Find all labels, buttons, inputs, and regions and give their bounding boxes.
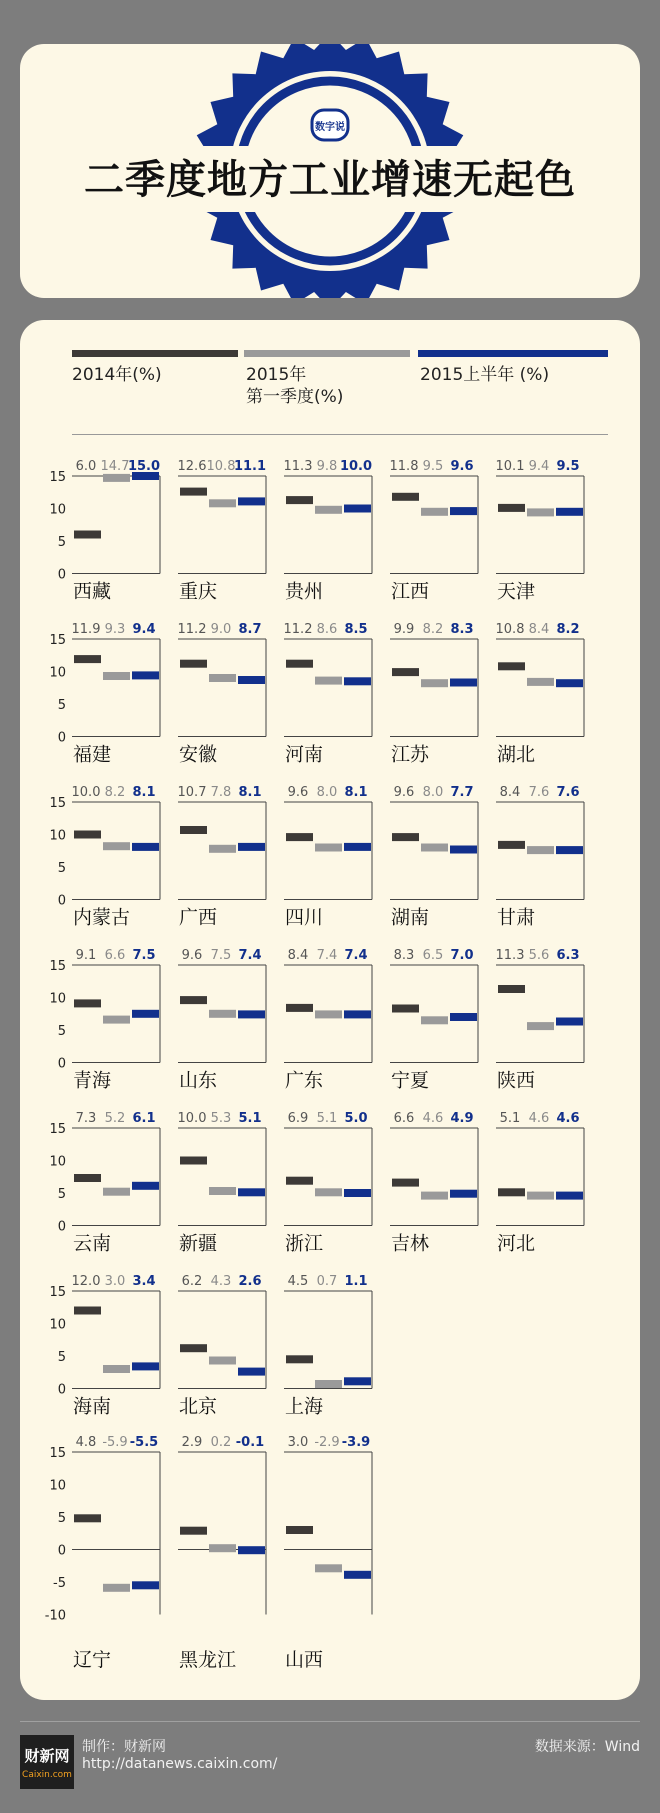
region-name: 广东	[285, 1069, 324, 1092]
region-chart	[496, 948, 584, 1092]
data-marker-series-1	[421, 1016, 448, 1024]
data-marker-series-2	[450, 846, 477, 854]
region-chart	[178, 785, 266, 929]
data-label-series-1: -2.9	[314, 1435, 340, 1450]
data-label-series-0: 10.7	[177, 785, 207, 800]
data-label-series-0: 11.3	[495, 948, 525, 963]
data-marker-series-2	[132, 1010, 159, 1018]
data-label-series-0: 3.0	[287, 1435, 309, 1450]
region-name: 江西	[391, 580, 430, 603]
data-label-series-1: 7.8	[210, 785, 232, 800]
data-marker-series-2	[238, 1368, 265, 1376]
region-name: 河北	[497, 1232, 536, 1255]
data-marker-series-2	[556, 846, 583, 854]
data-label-series-2: 9.5	[556, 459, 580, 474]
data-marker-series-1	[315, 1188, 342, 1196]
region-name: 北京	[179, 1395, 218, 1418]
data-marker-series-1	[421, 508, 448, 516]
data-marker-series-1	[421, 679, 448, 687]
data-label-series-2: 8.1	[344, 785, 368, 800]
data-marker-series-2	[450, 1013, 477, 1021]
data-label-series-2: 5.0	[344, 1111, 368, 1126]
data-label-series-1: 9.4	[528, 459, 550, 474]
data-label-series-1: -5.9	[102, 1435, 128, 1450]
data-marker-series-1	[315, 844, 342, 852]
data-marker-series-0	[180, 1344, 207, 1352]
data-marker-series-0	[74, 1307, 101, 1315]
data-label-series-2: 8.5	[344, 622, 368, 637]
y-tick-label: 10	[49, 502, 66, 518]
y-tick-label: 5	[57, 861, 66, 876]
region-chart	[72, 1111, 160, 1255]
data-marker-series-1	[527, 678, 554, 686]
y-tick-label: 5	[57, 1511, 66, 1526]
data-marker-series-2	[450, 1190, 477, 1198]
footer-source: 数据来源：Wind	[534, 1739, 640, 1755]
y-tick-label: 0	[57, 1543, 66, 1559]
data-marker-series-1	[103, 1584, 130, 1592]
data-marker-series-0	[392, 1005, 419, 1013]
data-label-series-0: 6.0	[75, 459, 97, 474]
badge-text: 数字说	[315, 122, 345, 133]
region-name: 湖南	[391, 906, 430, 929]
legend-label-2015h1: 2015上半年 (%)	[420, 365, 550, 385]
y-tick-label: -10	[44, 1608, 66, 1624]
data-label-series-1: 6.5	[422, 948, 444, 963]
region-chart	[178, 1111, 266, 1255]
data-marker-series-1	[421, 844, 448, 852]
y-tick-label: 10	[49, 665, 66, 681]
data-label-series-2: 6.1	[132, 1111, 156, 1126]
legend-label-2015q1: 2015年 第一季度(%)	[246, 365, 344, 407]
y-tick-label: 15	[49, 1122, 66, 1137]
data-marker-series-2	[344, 1571, 371, 1579]
y-tick-label: 10	[49, 828, 66, 844]
data-marker-series-0	[180, 660, 207, 668]
region-chart	[390, 785, 478, 929]
data-label-series-2: 7.4	[238, 948, 262, 963]
data-label-series-0: 12.6	[177, 459, 207, 474]
y-axis-row-4	[49, 1122, 66, 1235]
region-name: 上海	[285, 1395, 324, 1418]
data-label-series-2: 8.1	[132, 785, 156, 800]
y-tick-label: -5	[53, 1576, 66, 1591]
data-marker-series-0	[286, 1004, 313, 1012]
data-label-series-0: 8.4	[499, 785, 521, 800]
data-label-series-0: 11.3	[283, 459, 313, 474]
data-label-series-1: 8.0	[316, 785, 338, 800]
data-label-series-0: 9.6	[181, 948, 203, 963]
region-name: 广西	[179, 906, 218, 929]
data-label-series-1: 7.5	[210, 948, 232, 963]
data-label-series-1: 5.2	[104, 1111, 126, 1126]
data-label-series-1: 8.0	[422, 785, 444, 800]
data-marker-series-2	[238, 843, 265, 851]
data-marker-series-2	[344, 1010, 371, 1018]
region-chart	[496, 459, 584, 603]
y-axis-row-0	[49, 470, 66, 583]
data-marker-series-0	[180, 488, 207, 496]
data-label-series-0: 4.5	[287, 1274, 309, 1289]
region-name: 山西	[285, 1649, 324, 1671]
data-label-series-0: 6.9	[287, 1111, 309, 1126]
region-name: 西藏	[73, 580, 112, 603]
data-label-series-2: 7.0	[450, 948, 474, 963]
data-marker-series-2	[450, 507, 477, 515]
region-chart	[284, 948, 372, 1092]
y-axis-row-6	[45, 1446, 66, 1624]
data-marker-series-1	[103, 1365, 130, 1373]
data-marker-series-0	[392, 833, 419, 841]
data-label-series-1: 4.6	[528, 1111, 550, 1126]
data-marker-series-2	[238, 497, 265, 505]
caixin-logo	[20, 1735, 74, 1789]
region-name: 河南	[285, 743, 324, 766]
data-marker-series-1	[209, 1544, 236, 1552]
data-marker-series-0	[74, 999, 101, 1007]
footer-url[interactable]: http://datanews.caixin.com/	[82, 1756, 278, 1772]
data-marker-series-1	[103, 474, 130, 482]
data-label-series-2: 1.1	[344, 1274, 368, 1289]
data-label-series-1: 9.0	[210, 622, 232, 637]
region-chart	[178, 948, 266, 1092]
data-marker-series-1	[209, 845, 236, 853]
data-label-series-0: 9.6	[393, 785, 415, 800]
region-name: 浙江	[285, 1232, 324, 1255]
data-marker-series-2	[344, 1377, 371, 1385]
data-label-series-2: 8.3	[450, 622, 474, 637]
data-marker-series-2	[132, 1581, 159, 1589]
y-tick-label: 10	[49, 1317, 66, 1333]
data-label-series-0: 10.0	[177, 1111, 207, 1126]
data-marker-series-0	[74, 531, 101, 539]
data-marker-series-2	[344, 1189, 371, 1197]
data-marker-series-1	[103, 1188, 130, 1196]
y-axis-row-5	[49, 1285, 66, 1398]
data-marker-series-0	[286, 660, 313, 668]
region-chart	[496, 1111, 584, 1255]
data-label-series-0: 11.8	[389, 459, 419, 474]
data-marker-series-0	[286, 1177, 313, 1185]
data-label-series-2: 8.7	[238, 622, 262, 637]
data-marker-series-2	[556, 1018, 583, 1026]
data-marker-series-2	[132, 843, 159, 851]
y-tick-label: 10	[49, 1478, 66, 1494]
data-marker-series-0	[392, 1179, 419, 1187]
data-label-series-1: 8.2	[104, 785, 126, 800]
data-marker-series-1	[315, 1380, 342, 1388]
data-marker-series-1	[209, 674, 236, 682]
data-marker-series-0	[286, 496, 313, 504]
data-label-series-0: 2.9	[181, 1435, 203, 1450]
region-name: 吉林	[391, 1232, 430, 1255]
region-chart	[390, 1111, 478, 1255]
data-marker-series-2	[344, 677, 371, 685]
data-label-series-1: 8.6	[316, 622, 338, 637]
data-marker-series-1	[315, 506, 342, 514]
y-tick-label: 15	[49, 633, 66, 648]
data-label-series-0: 9.1	[75, 948, 97, 963]
data-marker-series-2	[450, 679, 477, 687]
data-marker-series-1	[527, 1022, 554, 1030]
region-name: 重庆	[179, 580, 218, 603]
y-tick-label: 15	[49, 959, 66, 974]
logo-subtext: Caixin.com	[22, 1770, 72, 1780]
data-marker-series-1	[315, 1564, 342, 1572]
data-label-series-1: 5.6	[528, 948, 550, 963]
region-chart	[72, 948, 160, 1092]
data-label-series-0: 5.1	[499, 1111, 521, 1126]
data-label-series-0: 6.2	[181, 1274, 203, 1289]
data-label-series-1: 4.3	[210, 1274, 232, 1289]
y-tick-label: 15	[49, 796, 66, 811]
data-label-series-1: 6.6	[104, 948, 126, 963]
data-label-series-2: 15.0	[127, 459, 161, 474]
data-label-series-1: 14.7	[100, 459, 130, 474]
footer-credit: 制作：财新网	[82, 1739, 166, 1755]
data-marker-series-1	[527, 508, 554, 516]
region-name: 辽宁	[73, 1649, 112, 1671]
data-marker-series-2	[238, 1188, 265, 1196]
data-label-series-2: 4.9	[450, 1111, 474, 1126]
region-name: 黑龙江	[179, 1649, 237, 1671]
data-marker-series-0	[498, 985, 525, 993]
region-chart	[72, 459, 160, 603]
data-marker-series-2	[238, 1546, 265, 1554]
data-label-series-1: 7.6	[528, 785, 550, 800]
data-marker-series-0	[498, 662, 525, 670]
region-chart	[284, 785, 372, 929]
data-marker-series-1	[527, 846, 554, 854]
region-chart	[390, 948, 478, 1092]
region-name: 山东	[179, 1069, 218, 1092]
data-label-series-0: 10.1	[495, 459, 525, 474]
footer-divider	[20, 1721, 640, 1722]
y-tick-label: 0	[57, 893, 66, 909]
data-label-series-0: 10.0	[71, 785, 101, 800]
data-label-series-2: 5.1	[238, 1111, 262, 1126]
data-marker-series-0	[74, 1174, 101, 1182]
data-label-series-2: 11.1	[233, 459, 267, 474]
data-marker-series-0	[74, 1514, 101, 1522]
data-marker-series-0	[392, 493, 419, 501]
region-chart	[72, 1435, 160, 1671]
data-marker-series-1	[103, 1016, 130, 1024]
y-tick-label: 10	[49, 991, 66, 1007]
y-tick-label: 15	[49, 1285, 66, 1300]
data-marker-series-2	[238, 676, 265, 684]
region-chart	[178, 622, 266, 766]
y-tick-label: 5	[57, 1350, 66, 1365]
data-marker-series-0	[180, 1527, 207, 1535]
data-marker-series-1	[103, 842, 130, 850]
region-name: 陕西	[497, 1069, 536, 1092]
region-name: 四川	[285, 906, 324, 929]
data-label-series-0: 8.4	[287, 948, 309, 963]
data-label-series-2: 7.4	[344, 948, 368, 963]
data-label-series-0: 10.8	[495, 622, 525, 637]
data-label-series-0: 11.2	[283, 622, 313, 637]
data-label-series-1: 9.5	[422, 459, 444, 474]
data-marker-series-1	[527, 1192, 554, 1200]
region-name: 湖北	[497, 743, 536, 766]
region-name: 海南	[73, 1395, 112, 1418]
data-label-series-2: 7.5	[132, 948, 156, 963]
data-marker-series-2	[556, 508, 583, 516]
data-label-series-0: 11.2	[177, 622, 207, 637]
data-label-series-2: 10.0	[339, 459, 373, 474]
data-label-series-1: 9.8	[316, 459, 338, 474]
data-label-series-1: 8.2	[422, 622, 444, 637]
region-chart	[390, 622, 478, 766]
region-name: 新疆	[179, 1232, 218, 1255]
region-name: 江苏	[391, 743, 430, 766]
data-label-series-2: 8.1	[238, 785, 262, 800]
data-marker-series-2	[132, 1362, 159, 1370]
data-label-series-0: 11.9	[71, 622, 101, 637]
y-tick-label: 0	[57, 1219, 66, 1235]
data-marker-series-1	[421, 1192, 448, 1200]
y-tick-label: 0	[57, 567, 66, 583]
data-label-series-2: 2.6	[238, 1274, 262, 1289]
data-marker-series-2	[132, 1182, 159, 1190]
region-chart	[496, 785, 584, 929]
data-label-series-2: 7.7	[450, 785, 474, 800]
data-marker-series-1	[315, 1010, 342, 1018]
data-label-series-1: 5.3	[210, 1111, 232, 1126]
data-label-series-2: 3.4	[132, 1274, 156, 1289]
page-title: 二季度地方工业增速无起色	[84, 157, 576, 203]
data-label-series-0: 9.6	[287, 785, 309, 800]
data-label-series-2: -5.5	[129, 1435, 159, 1450]
data-marker-series-0	[180, 1157, 207, 1165]
data-marker-series-1	[209, 1357, 236, 1365]
data-marker-series-0	[392, 668, 419, 676]
data-marker-series-0	[286, 1355, 313, 1363]
data-label-series-2: 9.4	[132, 622, 156, 637]
data-marker-series-0	[74, 831, 101, 839]
y-axis-row-3	[49, 959, 66, 1072]
data-label-series-0: 6.6	[393, 1111, 415, 1126]
data-label-series-1: 5.1	[316, 1111, 338, 1126]
region-name: 青海	[73, 1069, 112, 1092]
data-marker-series-1	[103, 672, 130, 680]
data-marker-series-0	[498, 1188, 525, 1196]
region-name: 云南	[73, 1232, 112, 1255]
data-marker-series-2	[556, 679, 583, 687]
data-label-series-1: 8.4	[528, 622, 550, 637]
data-label-series-1: 7.4	[316, 948, 338, 963]
data-marker-series-1	[209, 499, 236, 507]
data-marker-series-2	[344, 843, 371, 851]
logo-text: 财新网	[24, 1747, 70, 1765]
data-label-series-0: 8.3	[393, 948, 415, 963]
legend-label-2014: 2014年(%)	[72, 365, 162, 385]
data-label-series-1: 4.6	[422, 1111, 444, 1126]
data-label-series-2: 9.6	[450, 459, 474, 474]
y-tick-label: 5	[57, 535, 66, 550]
data-marker-series-0	[286, 833, 313, 841]
data-label-series-2: 8.2	[556, 622, 580, 637]
data-label-series-1: 9.3	[104, 622, 126, 637]
data-label-series-1: 10.8	[206, 459, 236, 474]
y-tick-label: 15	[49, 470, 66, 485]
region-chart	[72, 1274, 160, 1418]
region-chart	[72, 785, 160, 929]
data-label-series-2: -3.9	[341, 1435, 371, 1450]
region-name: 安徽	[179, 743, 218, 766]
region-chart	[284, 1111, 372, 1255]
data-label-series-0: 9.9	[393, 622, 415, 637]
y-tick-label: 5	[57, 698, 66, 713]
data-marker-series-2	[344, 505, 371, 513]
data-label-series-1: 0.2	[210, 1435, 232, 1450]
region-chart	[178, 459, 267, 603]
data-marker-series-2	[556, 1192, 583, 1200]
region-chart	[284, 1274, 372, 1418]
region-chart	[178, 1274, 266, 1418]
region-chart	[178, 1435, 266, 1671]
data-label-series-2: 6.3	[556, 948, 580, 963]
y-tick-label: 10	[49, 1154, 66, 1170]
y-axis-row-2	[49, 796, 66, 909]
region-name: 宁夏	[391, 1069, 430, 1092]
region-name: 贵州	[285, 580, 324, 603]
y-tick-label: 0	[57, 1382, 66, 1398]
region-chart	[390, 459, 478, 603]
data-label-series-1: 0.7	[316, 1274, 338, 1289]
data-label-series-0: 7.3	[75, 1111, 97, 1126]
data-marker-series-1	[315, 677, 342, 685]
data-label-series-1: 3.0	[104, 1274, 126, 1289]
data-label-series-2: 4.6	[556, 1111, 580, 1126]
data-marker-series-2	[238, 1010, 265, 1018]
y-tick-label: 0	[57, 1056, 66, 1072]
region-chart	[72, 622, 160, 766]
y-tick-label: 5	[57, 1024, 66, 1039]
y-tick-label: 15	[49, 1446, 66, 1461]
data-marker-series-1	[209, 1187, 236, 1195]
region-name: 天津	[497, 580, 536, 603]
data-marker-series-0	[180, 996, 207, 1004]
region-name: 福建	[73, 743, 112, 766]
region-chart	[496, 622, 584, 766]
data-marker-series-0	[286, 1526, 313, 1534]
y-tick-label: 0	[57, 730, 66, 746]
y-axis-row-1	[49, 633, 66, 746]
data-marker-series-0	[498, 841, 525, 849]
y-tick-label: 5	[57, 1187, 66, 1202]
region-name: 内蒙古	[73, 906, 131, 929]
data-marker-series-1	[209, 1010, 236, 1018]
region-chart	[284, 622, 372, 766]
data-marker-series-0	[74, 655, 101, 663]
data-label-series-2: -0.1	[235, 1435, 265, 1450]
data-label-series-2: 7.6	[556, 785, 580, 800]
data-marker-series-2	[132, 671, 159, 679]
region-chart	[284, 1435, 372, 1671]
region-chart	[284, 459, 373, 603]
data-marker-series-0	[498, 504, 525, 512]
data-label-series-0: 12.0	[71, 1274, 101, 1289]
data-label-series-0: 4.8	[75, 1435, 97, 1450]
data-marker-series-0	[180, 826, 207, 834]
region-name: 甘肃	[497, 906, 536, 929]
